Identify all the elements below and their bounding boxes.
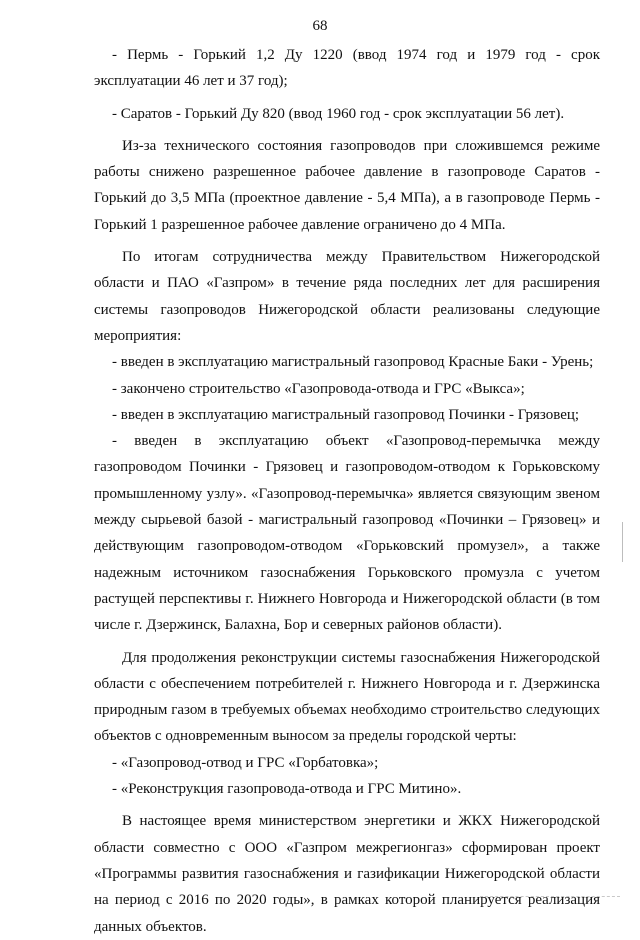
list-item-vyksa: - закончено строительство «Газопровода-отвода и ГРС «Выкса»; <box>112 380 525 397</box>
list-item-krasnye-baki: - введен в эксплуатацию магистральный газопровод Красные Баки - Урень; <box>112 354 594 371</box>
paragraph-cooperation-results: По итогам сотрудничества между Правительством Нижегородской области и ПАО «Газпром» в течение ряда последних лет для расширения системы газопроводов Нижегородской области реализованы следующие мероприятия: <box>94 249 600 344</box>
paragraph-program-development: В настоящее время министерством энергетики и ЖКХ Нижегородской области совместно с ООО «Газпром межрегионгаз» сформирован проект «Программы развития газоснабжения и газификации Нижегородской области на период с 2016 по 2020 годы», в рамках которой планируется реализация данных объектов. <box>94 813 600 935</box>
paragraph-perm-gorky: - Пермь - Горький 1,2 Ду 1220 (ввод 1974 год и 1979 год - срок эксплуатации 46 лет и 37 год); <box>94 47 600 90</box>
paragraph-reconstruction-plan: Для продолжения реконструкции системы газоснабжения Нижегородской области с обеспечением потребителей г. Нижнего Новгорода и г. Дзержинска природным газом в требуемых объемах необходимо строительство следующих объектов с одновременным выносом за пределы городской черты: <box>94 649 600 745</box>
page-number: 68 <box>312 18 328 34</box>
scan-margin-mark <box>622 522 623 562</box>
scan-footer-marks <box>480 896 620 899</box>
document-body <box>94 42 600 940</box>
list-item-gorbatovka: - «Газопровод-отвод и ГРС «Горбатовка»; <box>112 754 379 771</box>
paragraph-pressure-reduction: Из-за технического состояния газопроводов при сложившемся режиме работы снижено разрешенное рабочее давление в газопроводе Саратов - Горький до 3,5 МПа (проектное давление - 5,4 МПа), а в газопроводе Пермь - Горький 1 разрешенное рабочее давление ограничено до 4 МПа. <box>94 137 600 233</box>
list-item-pochinki-gryazovets: - введен в эксплуатацию магистральный газопровод Починки - Грязовец; <box>112 406 580 423</box>
paragraph-saratov-gorky: - Саратов - Горький Ду 820 (ввод 1960 год - срок эксплуатации 56 лет). <box>112 105 565 122</box>
list-item-interconnector: - введен в эксплуатацию объект «Газопровод-перемычка между газопроводом Починки - Грязовец и газопроводом-отводом к Горьковскому промышленному узлу». «Газопровод-перемычка» является связующим звеном между сырьевой базой - магистральный газопровод «Починки – Грязовец» и действующим газопроводом-отводом «Горьковский промузел», а также надежным источником газоснабжения Горьковского промузла с учетом растущей перспективы г. Нижнего Новгорода и Нижегородской области (в том числе г. Дзержинск, Балахна, Бор и северных районов области). <box>94 433 600 634</box>
list-item-mitino: - «Реконструкция газопровода-отвода и ГРС Митино». <box>112 781 462 798</box>
